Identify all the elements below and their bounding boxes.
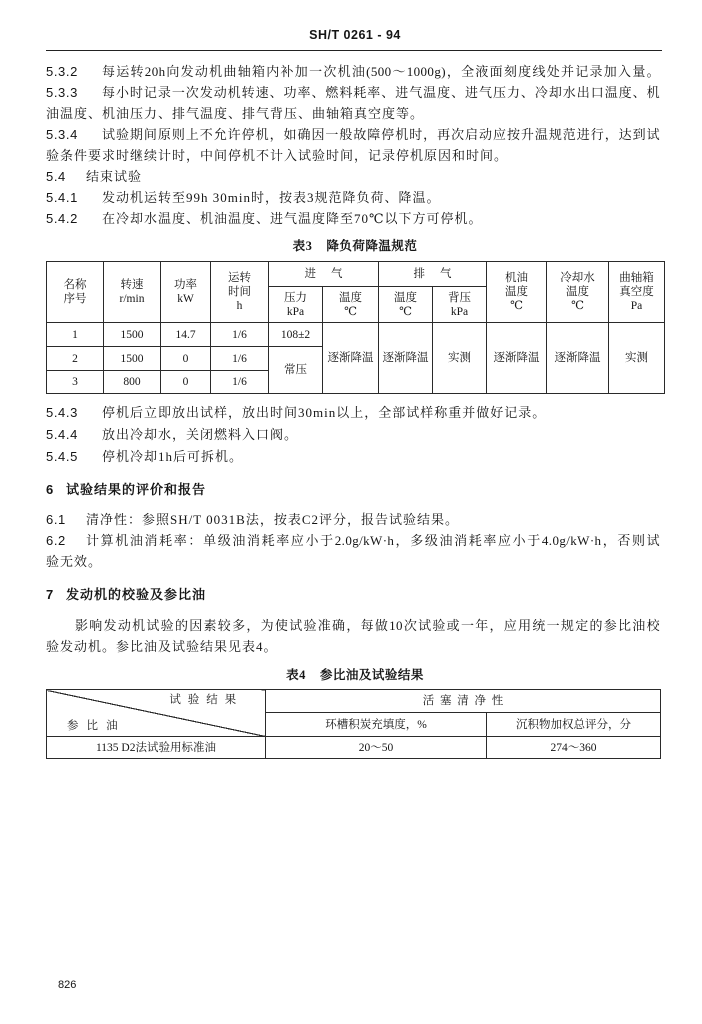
header-name-seq — [47, 262, 104, 323]
table-row — [47, 323, 665, 347]
clause-6-1-text: 清净性：参照SH/T 0031B法，按表C2评分，报告试验结果。 — [86, 512, 460, 527]
section-7-number: 7 — [46, 587, 54, 602]
header-exhaust-back-pressure — [433, 287, 487, 323]
table-3 — [46, 261, 665, 394]
header-line: 温度 — [339, 291, 362, 304]
clause-5-4-5-number: 5.4.5 — [46, 449, 78, 464]
clause-6-1-number: 6.1 — [46, 512, 66, 527]
clause-5-3-3-text-continued: 油温度、机油压力、排气温度、排气背压、曲轴箱真空度等。 — [46, 106, 425, 121]
header-group-label: 排气 — [413, 268, 467, 280]
header-line: 温度 — [566, 286, 589, 298]
table-4-label: 表4 — [286, 668, 306, 682]
header-line: 序号 — [63, 293, 87, 305]
page-number: 826 — [58, 979, 77, 991]
header-unit: ℃ — [510, 300, 523, 312]
cell-power: 0 — [161, 371, 211, 394]
header-exhaust-temp — [379, 287, 433, 323]
header-line: 压力 — [284, 291, 307, 304]
header-crankcase-vacuum — [609, 262, 665, 323]
table-3-label: 表3 — [292, 239, 313, 253]
header-line: 机油 — [505, 272, 528, 284]
section-7-paragraph: 影响发动机试验的因素较多，为使试验准确，每做10次试验或一年，应用统一规定的参比油校 — [75, 618, 660, 633]
clause-6-2-number: 6.2 — [46, 533, 66, 548]
table-3-title: 降负荷降温规范 — [326, 239, 418, 253]
cell-seq: 1 — [47, 323, 104, 347]
header-power — [161, 262, 211, 323]
header-piston-cleanliness — [266, 690, 661, 713]
clause-5-4-1-number: 5.4.1 — [46, 190, 78, 205]
header-rule — [46, 50, 662, 51]
cell-exhaust-temp: 逐渐降温 — [379, 323, 433, 394]
table-row — [47, 737, 661, 759]
clause-6-2-text: 计算机油消耗率：单级油消耗率应小于2.0g/kW·h，多级油消耗率应小于4.0g/kW·h，否则试 — [86, 533, 660, 548]
cell-intake-pressure-merged: 常压 — [269, 347, 323, 394]
header-exhaust-group — [379, 262, 487, 287]
header-intake-pressure — [269, 287, 323, 323]
cell-reference-oil: 1135 D2法试验用标准油 — [47, 737, 266, 759]
header-intake-temp — [323, 287, 379, 323]
clause-5-3-4-text-continued: 验条件要求时继续计时，中间停机不计入试验时间，记录停机原因和时间。 — [46, 148, 509, 163]
clause-5-3-3-number: 5.3.3 — [46, 85, 78, 100]
header-unit: ℃ — [571, 300, 584, 312]
clause-5-3-4-number: 5.3.4 — [46, 127, 78, 142]
cell-power: 14.7 — [161, 323, 211, 347]
cell-deposit-score: 274～360 — [487, 737, 661, 759]
header-line: 背压 — [448, 291, 471, 304]
header-unit: kPa — [286, 305, 305, 318]
cell-speed: 800 — [104, 371, 161, 394]
diagonal-header-wrapper — [47, 690, 265, 736]
header-speed — [104, 262, 161, 323]
cell-crankcase-vacuum: 实测 — [609, 323, 665, 394]
table-3-caption — [0, 236, 702, 256]
cell-seq: 3 — [47, 371, 104, 394]
cell-run-time: 1/6 — [211, 347, 269, 371]
header-unit: kPa — [450, 305, 469, 318]
clause-5-3-2-text: 每运转20h向发动机曲轴箱内补加一次机油(500～1000g)，全液面刻度线处并记录加入量。 — [102, 64, 660, 79]
clause-5-4-2-text: 在冷却水温度、机油温度、进气温度降至70℃以下方可停机。 — [102, 211, 483, 226]
cell-oil-temp: 逐渐降温 — [487, 323, 547, 394]
section-6-number: 6 — [46, 482, 54, 497]
header-unit: Pa — [630, 300, 643, 312]
clause-5-4-number: 5.4 — [46, 169, 66, 184]
cell-power: 0 — [161, 347, 211, 371]
header-unit: ℃ — [399, 305, 412, 318]
header-unit: kW — [177, 293, 194, 305]
cell-exhaust-back-pressure: 实测 — [433, 323, 487, 394]
header-line: 时间 — [228, 286, 251, 298]
clause-6-2-text-continued: 验无效。 — [46, 554, 103, 569]
header-intake-group — [269, 262, 379, 287]
header-deposit-score: 沉积物加权总评分，分 — [487, 713, 661, 737]
diagonal-header-cell — [47, 690, 266, 737]
clause-5-4-4-number: 5.4.4 — [46, 427, 78, 442]
header-line: 名称 — [63, 279, 87, 291]
header-unit: r/min — [119, 293, 145, 305]
header-unit: h — [236, 300, 243, 312]
clause-5-4-4-text: 放出冷却水，关闭燃料入口阀。 — [102, 427, 299, 442]
table-4-caption — [0, 665, 702, 685]
header-coolant-temp — [547, 262, 609, 323]
clause-5-4-3-text: 停机后立即放出试样，放出时间30min以上，全部试样称重并做好记录。 — [102, 405, 547, 420]
standard-code-header: SH/T 0261 - 94 — [309, 28, 401, 42]
clause-5-3-2-number: 5.3.2 — [46, 64, 78, 79]
clause-5-4-title: 结束试验 — [86, 169, 143, 184]
header-line: 转速 — [120, 279, 144, 291]
header-ring-groove-carbon: 环槽积炭充填度，% — [266, 713, 487, 737]
table-3-header-row — [47, 262, 665, 287]
cell-intake-temp: 逐渐降温 — [323, 323, 379, 394]
header-unit: ℃ — [344, 305, 357, 318]
cell-seq: 2 — [47, 347, 104, 371]
header-line: 曲轴箱 — [619, 272, 654, 284]
header-line: 冷却水 — [560, 272, 595, 284]
diagonal-header-top: 试验结果 — [169, 694, 243, 706]
clause-5-4-5-text: 停机冷却1h后可拆机。 — [102, 449, 244, 464]
section-6-title: 试验结果的评价和报告 — [66, 482, 207, 497]
cell-run-time: 1/6 — [211, 323, 269, 347]
clause-5-4-3-number: 5.4.3 — [46, 405, 78, 420]
header-line: 功率 — [174, 279, 197, 291]
header-line: 真空度 — [619, 286, 654, 298]
header-oil-temp — [487, 262, 547, 323]
cell-coolant-temp: 逐渐降温 — [547, 323, 609, 394]
table-4-title: 参比油及试验结果 — [319, 668, 424, 682]
table-4 — [46, 689, 661, 759]
diagonal-header-bottom: 参比油 — [67, 720, 126, 732]
cell-run-time: 1/6 — [211, 371, 269, 394]
clause-5-4-1-text: 发动机运转至99h 30min时，按表3规范降负荷、降温。 — [102, 190, 441, 205]
clause-5-3-4-text: 试验期间原则上不允许停机，如确因一般故障停机时，再次启动应按升温规范进行，达到试 — [102, 127, 660, 142]
header-run-time — [211, 262, 269, 323]
clause-5-4-2-number: 5.4.2 — [46, 211, 78, 226]
header-line: 温度 — [394, 291, 417, 304]
clause-5-3-3-text: 每小时记录一次发动机转速、功率、燃料耗率、进气温度、进气压力、冷却水出口温度、机 — [102, 85, 660, 100]
header-group-label: 进气 — [304, 268, 358, 280]
cell-intake-pressure: 108±2 — [269, 323, 323, 347]
section-7-paragraph-continued: 验发动机。参比油及试验结果见表4。 — [46, 639, 278, 654]
header-line: 运转 — [228, 272, 251, 284]
section-7-title: 发动机的校验及参比油 — [66, 587, 207, 602]
table-4-header-row — [47, 690, 661, 713]
cell-speed: 1500 — [104, 347, 161, 371]
cell-speed: 1500 — [104, 323, 161, 347]
cell-ring-groove-carbon: 20～50 — [266, 737, 487, 759]
header-group-label: 活塞清净性 — [422, 695, 509, 707]
header-line: 温度 — [505, 286, 528, 298]
